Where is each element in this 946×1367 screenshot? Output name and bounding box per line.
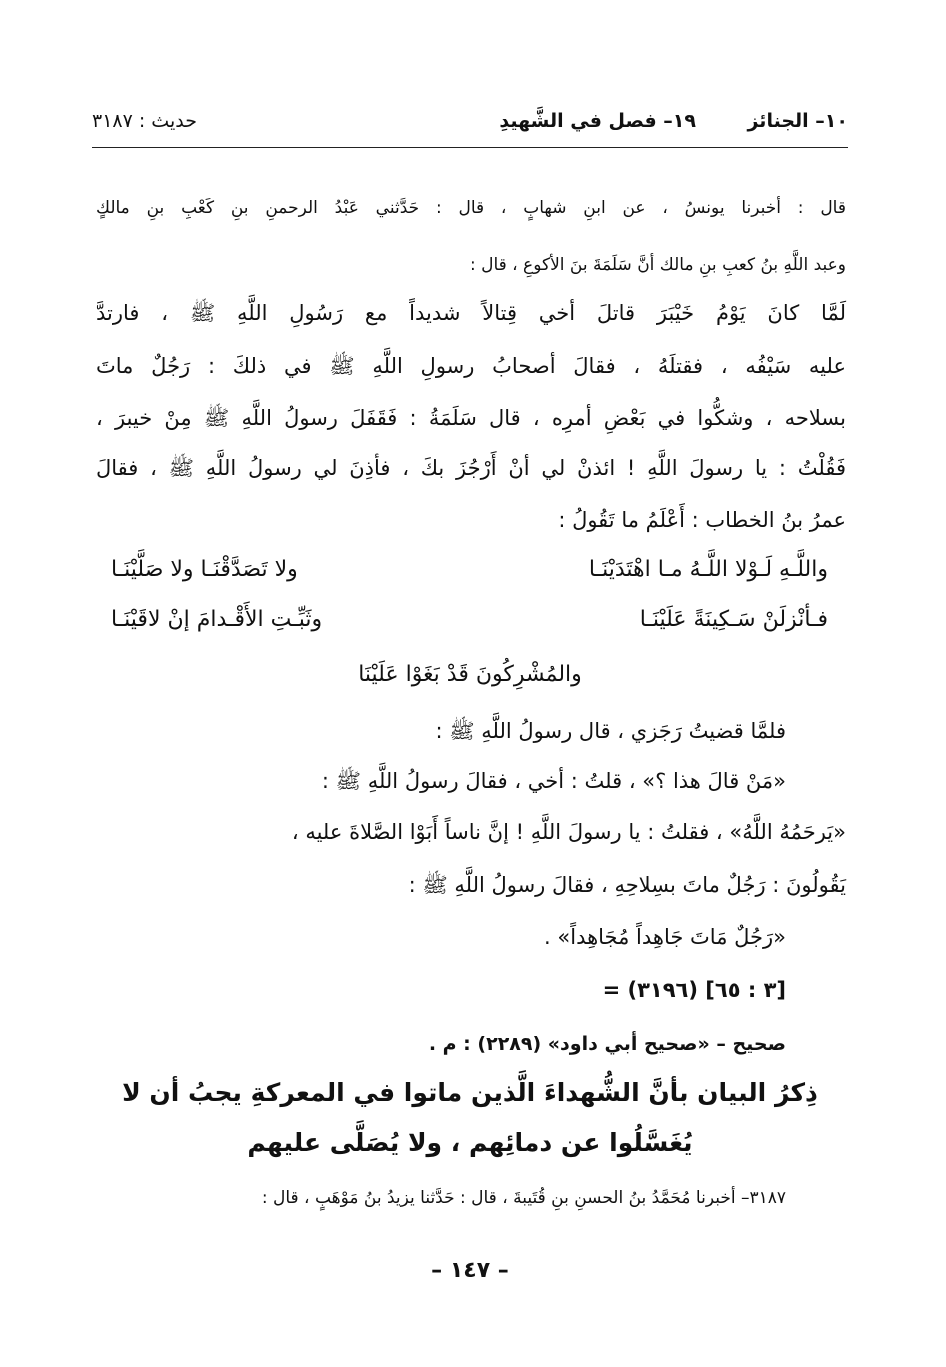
section-heading: يُغَسَّلُوا عن دمائِهم ، ولا يُصَلَّى عليهم <box>247 1128 693 1157</box>
verse-hemistich: ولا تَصَدَّقْنَـا ولا صَلَّيْنَـا <box>111 557 298 582</box>
matn-line: لَمَّا كانَ يَوْمُ خَيْبَرَ قاتلَ أخي قِتالاً شديداً مع رَسُولِ اللَّهِ ﷺ ، فارتدَّ <box>96 301 846 325</box>
hadith-reference: حديث : ٣١٨٧ <box>92 110 197 132</box>
verse-hemistich: وثَبِّـتِ الأَقْـدامَ إنْ لاقَيْنَـا <box>111 607 323 632</box>
verse-hemistich: واللَّـهِ لَـوْلا اللَّـهُ مـا اهْتَدَيْنَـا <box>588 557 828 582</box>
matn-line: يَقُولُونَ : رَجُلٌ ماتَ بسِلاحِهِ ، فقالَ رسولُ اللَّهِ ﷺ : <box>408 873 846 897</box>
matn-line: عليه سَيْفُه ، فقتلَهُ ، فقالَ أصحابُ رسولِ اللَّهِ ﷺ في ذلكَ : رَجُلٌ ماتَ <box>96 354 846 378</box>
next-hadith-isnad: ٣١٨٧– أخبرنا مُحَمَّدُ بنُ الحسنِ بنِ قُتَيبةَ ، قال : حَدَّثنا يزيدُ بنُ مَوْهَبٍ ، قال : <box>261 1188 786 1208</box>
matn-line: عمرُ بنُ الخطاب : أَعْلَمُ ما تَقُولُ : <box>558 508 846 532</box>
matn-line: فلمَّا قضيتُ رَجَزي ، قال رسولُ اللَّهِ ﷺ : <box>435 719 786 743</box>
chapter-title: ١٩– فصل في الشَّهيدِ <box>499 110 696 132</box>
isnad-line: وعبد اللَّهِ بنُ كعبِ بنِ مالك أنَّ سَلَمَةَ بنَ الأكوعِ ، قال : <box>469 255 846 275</box>
matn-line: فَقُلْتُ : يا رسولَ اللَّهِ ! ائذنْ لي أنْ أَرْجُزَ بكَ ، فأذِنَ لي رسولُ اللَّهِ ﷺ ، فقالَ <box>96 456 846 480</box>
verse-hemistich: فـأنْزلَنْ سَـكِينَةً عَلَيْنَـا <box>639 607 828 632</box>
matn-line: «رَجُلٌ مَاتَ جَاهِداً مُجَاهِداً» . <box>544 925 786 949</box>
verse-final: والمُشْرِكُونَ قَدْ بَغَوْا عَلَيْنَا <box>358 662 582 687</box>
section-heading: ذِكرُ البيان بأنَّ الشُّهداءَ الَّذين ماتوا في المعركةِ يجبُ أن لا <box>122 1078 818 1107</box>
matn-line: «يَرحَمُهُ اللَّهُ» ، فقلتُ : يا رسولَ اللَّهِ ! إنَّ ناساً أَبَوْا الصَّلاةَ عليه ، <box>291 820 846 844</box>
book-title: ١٠– الجنائز <box>747 110 848 132</box>
header-rule <box>92 147 848 148</box>
page-number: – ١٤٧ – <box>431 1258 509 1283</box>
cross-reference: = (٣١٩٦) [٣ : ٦٥] <box>602 978 786 1002</box>
hadith-grade: صحيح – «صحيح أبي داود» (٢٢٨٩) : م . <box>428 1033 786 1055</box>
matn-line: «مَنْ قالَ هذا ؟» ، قلتُ : أخي ، فقالَ رسولُ اللَّهِ ﷺ : <box>321 769 786 793</box>
running-header <box>92 110 848 146</box>
matn-line: بسلاحه ، وشكُّوا في بَعْضِ أمرِه ، قال سَلَمَةُ : فَقَفَلَ رسولُ اللَّهِ ﷺ مِنْ خيبرَ ، <box>96 406 846 430</box>
isnad-line: قال : أخبرنا يونسُ ، عن ابنِ شهابٍ ، قال : حَدَّثني عَبْدُ الرحمنِ بنِ كَعْبِ بنِ مالكٍ <box>96 198 846 218</box>
